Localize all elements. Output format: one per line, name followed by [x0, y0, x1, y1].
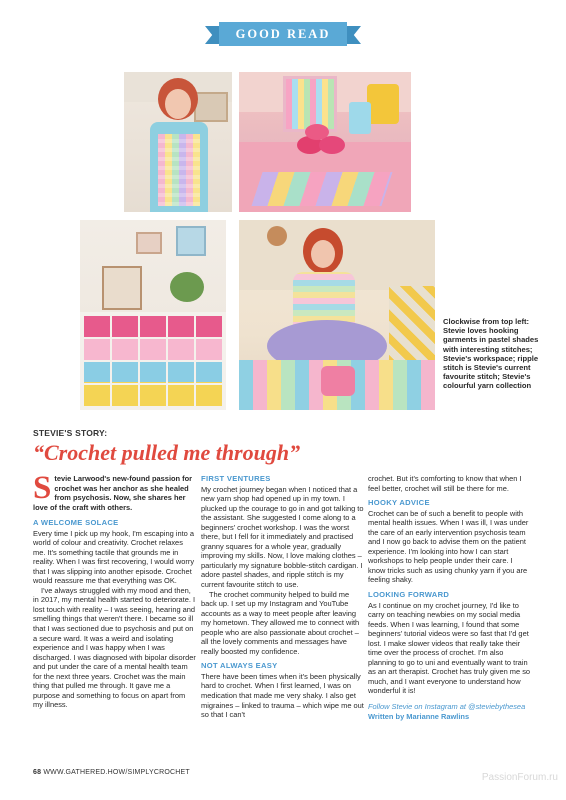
photo-workspace	[239, 72, 411, 212]
paragraph: The crochet community helped to build me back up. I set up my Instagram and YouTube accounts as a way to meet people after leaving my hometown. They allowed me to connect with people who are also passionate about crochet – all the lovely comments and messages have really boosted my confidence.	[201, 589, 360, 656]
paragraph: I've always struggled with my mood and then, in 2017, my mental health started to deteriorate. I lost touch with reality – I was seeing, hearing and smelling things that weren't there. I became so ill that I was sectioned due to psychosis and put on a secure ward. It was a weird and isolating experience and I was happy when I was discharged. I was diagnosed with bipolar disorder and put under the care of a mental health team for the next three years. Crochet was the main thing that pulled me through. It gave me a purpose and something to focus on apart from my illness.	[33, 585, 196, 710]
photo-yarn-collection	[80, 220, 226, 410]
photo-ripple-stitch	[239, 220, 435, 410]
instagram-credit: Follow Stevie on Instagram at @steviebythesea	[368, 702, 526, 712]
page-footer	[33, 769, 190, 776]
good-read-banner: GOOD READ	[219, 22, 347, 46]
paragraph: crochet. But it's comforting to know that when I feel better, crochet will still be there for me.	[368, 474, 522, 493]
column-1	[33, 470, 197, 710]
subhead-not-always-easy: NOT ALWAYS EASY	[201, 661, 278, 671]
subhead-hooky-advice: HOOKY ADVICE	[368, 498, 430, 508]
story-headline: “Crochet pulled me through”	[33, 440, 301, 465]
column-3	[368, 474, 532, 721]
story-kicker: STEVIE'S STORY:	[33, 428, 108, 438]
paragraph: As I continue on my crochet journey, I'd like to carry on teaching newbies on my social media feeds. When I was learning, I found that some beginners' tutorial videos were so fast that I'd get lost. I make slower videos that really take their time over the process of crochet. I'm also planning to go to uni and eventually want to train as an art therapist. Crochet has truly given me so much, and I want everyone to understand how wonderful it is!	[368, 600, 531, 696]
subhead-welcome-solace: A WELCOME SOLACE	[33, 518, 119, 527]
subhead-first-ventures: FIRST VENTURES	[201, 474, 271, 483]
page-number: 68	[33, 769, 42, 776]
byline: Written by Marianne Rawlins	[368, 711, 470, 721]
intro-text: tevie Larwood's new-found passion for crochet was her anchor as she healed from psychosis. Now, she shares her love of the craft with others.	[33, 474, 193, 512]
paragraph: Crochet can be of such a benefit to people with mental health issues. When I was ill, I was under the care of an early intervention psychosis team and I now go back to advise them on the patient experience. I'm looking into how I can start workshops to help people under their care. I know tricks such as using chunky yarn if you are feeling shaky.	[368, 508, 529, 585]
footer-url: WWW.GATHERED.HOW/SIMPLYCROCHET	[43, 769, 190, 776]
story-intro	[33, 470, 197, 512]
watermark: PassionForum.ru	[481, 772, 558, 783]
banner-wrap	[0, 22, 566, 46]
column-2	[201, 474, 365, 720]
paragraph: Every time I pick up my hook, I'm escaping into a world of colour and creativity. Crochet relaxes me. It's something tactile that grounds me in reality. When I was first recovering, I would worry that I was slipping into another episode. Crochet would reassure me that everything was OK.	[33, 528, 195, 586]
drop-cap: S	[33, 470, 52, 506]
photo-stevie-crochet-apron	[124, 72, 232, 212]
subhead-looking-forward: LOOKING FORWARD	[368, 590, 450, 600]
photo-caption: Clockwise from top left: Stevie loves hooking garments in pastel shades with interesting stitches; Stevie's workspace; ripple stitch is Stevie's current favourite stitch; Stevie's colourful yarn collection	[443, 317, 539, 391]
paragraph: My crochet journey began when I noticed that a new yarn shop had opened up in my town. I plucked up the courage to go in and got talking to the assistant. She suggested I come along to a beginners' crochet workshop. I was the worst there, but I fell for it immediately and practised granny squares for a whole year, gradually improving my skills. Now, I love making clothes – particularly my signature bobble-stitch cardigan. I adore pastel shades, and ripple stitch is my current favourite stitch to use.	[201, 484, 364, 590]
paragraph: There have been times when it's been physically hard to crochet. When I first learned, I was on medication that made me very shaky. I also get migraines – linked to trauma – which wipe me out so that I can't	[201, 671, 364, 720]
